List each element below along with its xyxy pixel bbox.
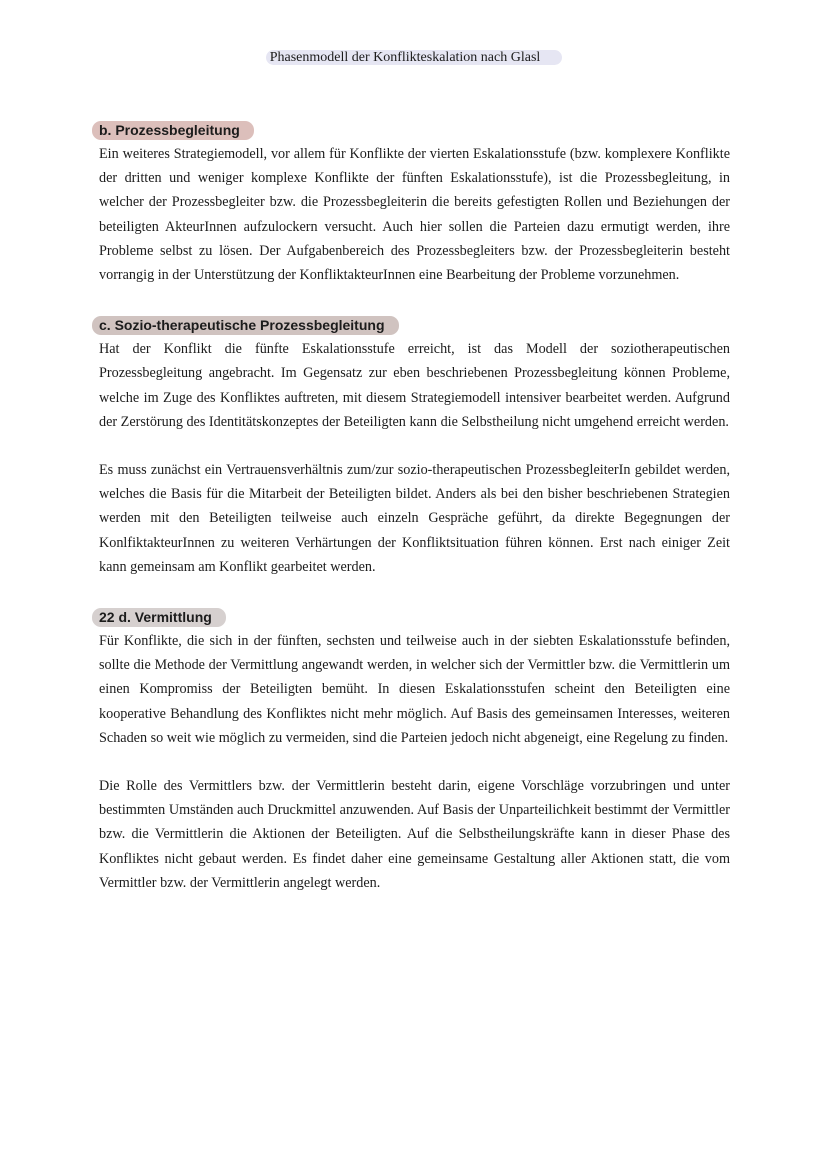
paragraph: Hat der Konflikt die fünfte Eskalationsstufe erreicht, ist das Modell der soziotherapeutischen Prozessbegleitung angebracht. Im Gegensatz zur eben beschriebenen Prozessbegleitung können Probleme, welche im Zuge des Konfliktes auftreten, mit diesem Strategiemodell intensiver bearbeitet werden. Aufgrund der Zerstörung des Identitätskonzeptes der Beteiligten kann die Selbstheilung nicht umgehend erreicht werden. — [99, 341, 730, 430]
paragraph: Für Konflikte, die sich in der fünften, sechsten und teilweise auch in der siebten Eskalationsstufe befinden, sollte die Methode der Vermittlung angewandt werden, in welcher sich der Vermittler bzw. die Vermittlerin um einen Kompromiss der Beteiligten bemüht. In diesen Eskalationsstufen scheint den Beteiligten eine kooperative Behandlung des Konfliktes nicht mehr möglich. Auf Basis des gemeinsamen Interesses, weiteren Schaden so weit wie möglich zu vermeiden, sind die Parteien jedoch nicht abgeneigt, eine Regelung zu finden. — [99, 633, 730, 746]
paragraph: Die Rolle des Vermittlers bzw. der Vermittlerin besteht darin, eigene Vorschläge vorzubringen und unter bestimmten Umständen auch Druckmittel anzuwenden. Auf Basis der Unparteilichkeit bestimmt der Vermittler bzw. die Vermittlerin die Aktionen der Beteiligten. Auf die Selbstheilungskräfte kann in dieser Phase des Konfliktes nicht gebaut werden. Es findet daher eine gemeinsame Gestaltung aller Aktionen statt, die vom Vermittler bzw. der Vermittlerin angelegt werden. — [99, 778, 730, 891]
document-body — [99, 121, 730, 895]
paragraph: Es muss zunächst ein Vertrauensverhältnis zum/zur sozio-therapeutischen ProzessbegleiterIn gebildet werden, welches die Basis für die Mitarbeit der Beteiligten bildet. Anders als bei den bisher beschriebenen Strategien werden mit den Beteiligten teilweise auch einzeln Gespräche geführt, da direkte Begegnungen der KonlfiktakteurInnen zu weiteren Verhärtungen der Konfliktsituation führen können. Erst nach einiger Zeit kann gemeinsam am Konflikt gearbeitet werden. — [99, 462, 730, 575]
section-heading — [92, 316, 730, 336]
section-heading-label: c. Sozio-therapeutische Prozessbegleitung — [92, 316, 399, 335]
section-heading-label: 22 d. Vermittlung — [92, 608, 226, 627]
section-heading-label: b. Prozessbegleitung — [92, 121, 254, 140]
page-header — [0, 48, 828, 68]
section-heading — [92, 608, 730, 628]
page-header-title: Phasenmodell der Konflikteskalation nach Glasl — [266, 50, 563, 65]
section-heading — [92, 121, 730, 141]
paragraph: Ein weiteres Strategiemodell, vor allem für Konflikte der vierten Eskalationsstufe (bzw. komplexere Konflikte der dritten und weniger komplexe Konflikte der fünften Eskalationsstufe), ist die Prozessbegleitung, in welcher der Prozessbegleiter bzw. die Prozessbegleiterin die bereits gefestigten Rollen und Beziehungen der beteiligten AkteurInnen aufzulockern versucht. Auch hier sollen die Parteien dazu ermutigt werden, ihre Probleme selbst zu lösen. Der Aufgabenbereich des Prozessbegleiters bzw. der Prozessbegleiterin besteht vorrangig in der Unterstützung der KonfliktakteurInnen eine Bearbeitung der Probleme vorzunehmen. — [99, 146, 730, 284]
